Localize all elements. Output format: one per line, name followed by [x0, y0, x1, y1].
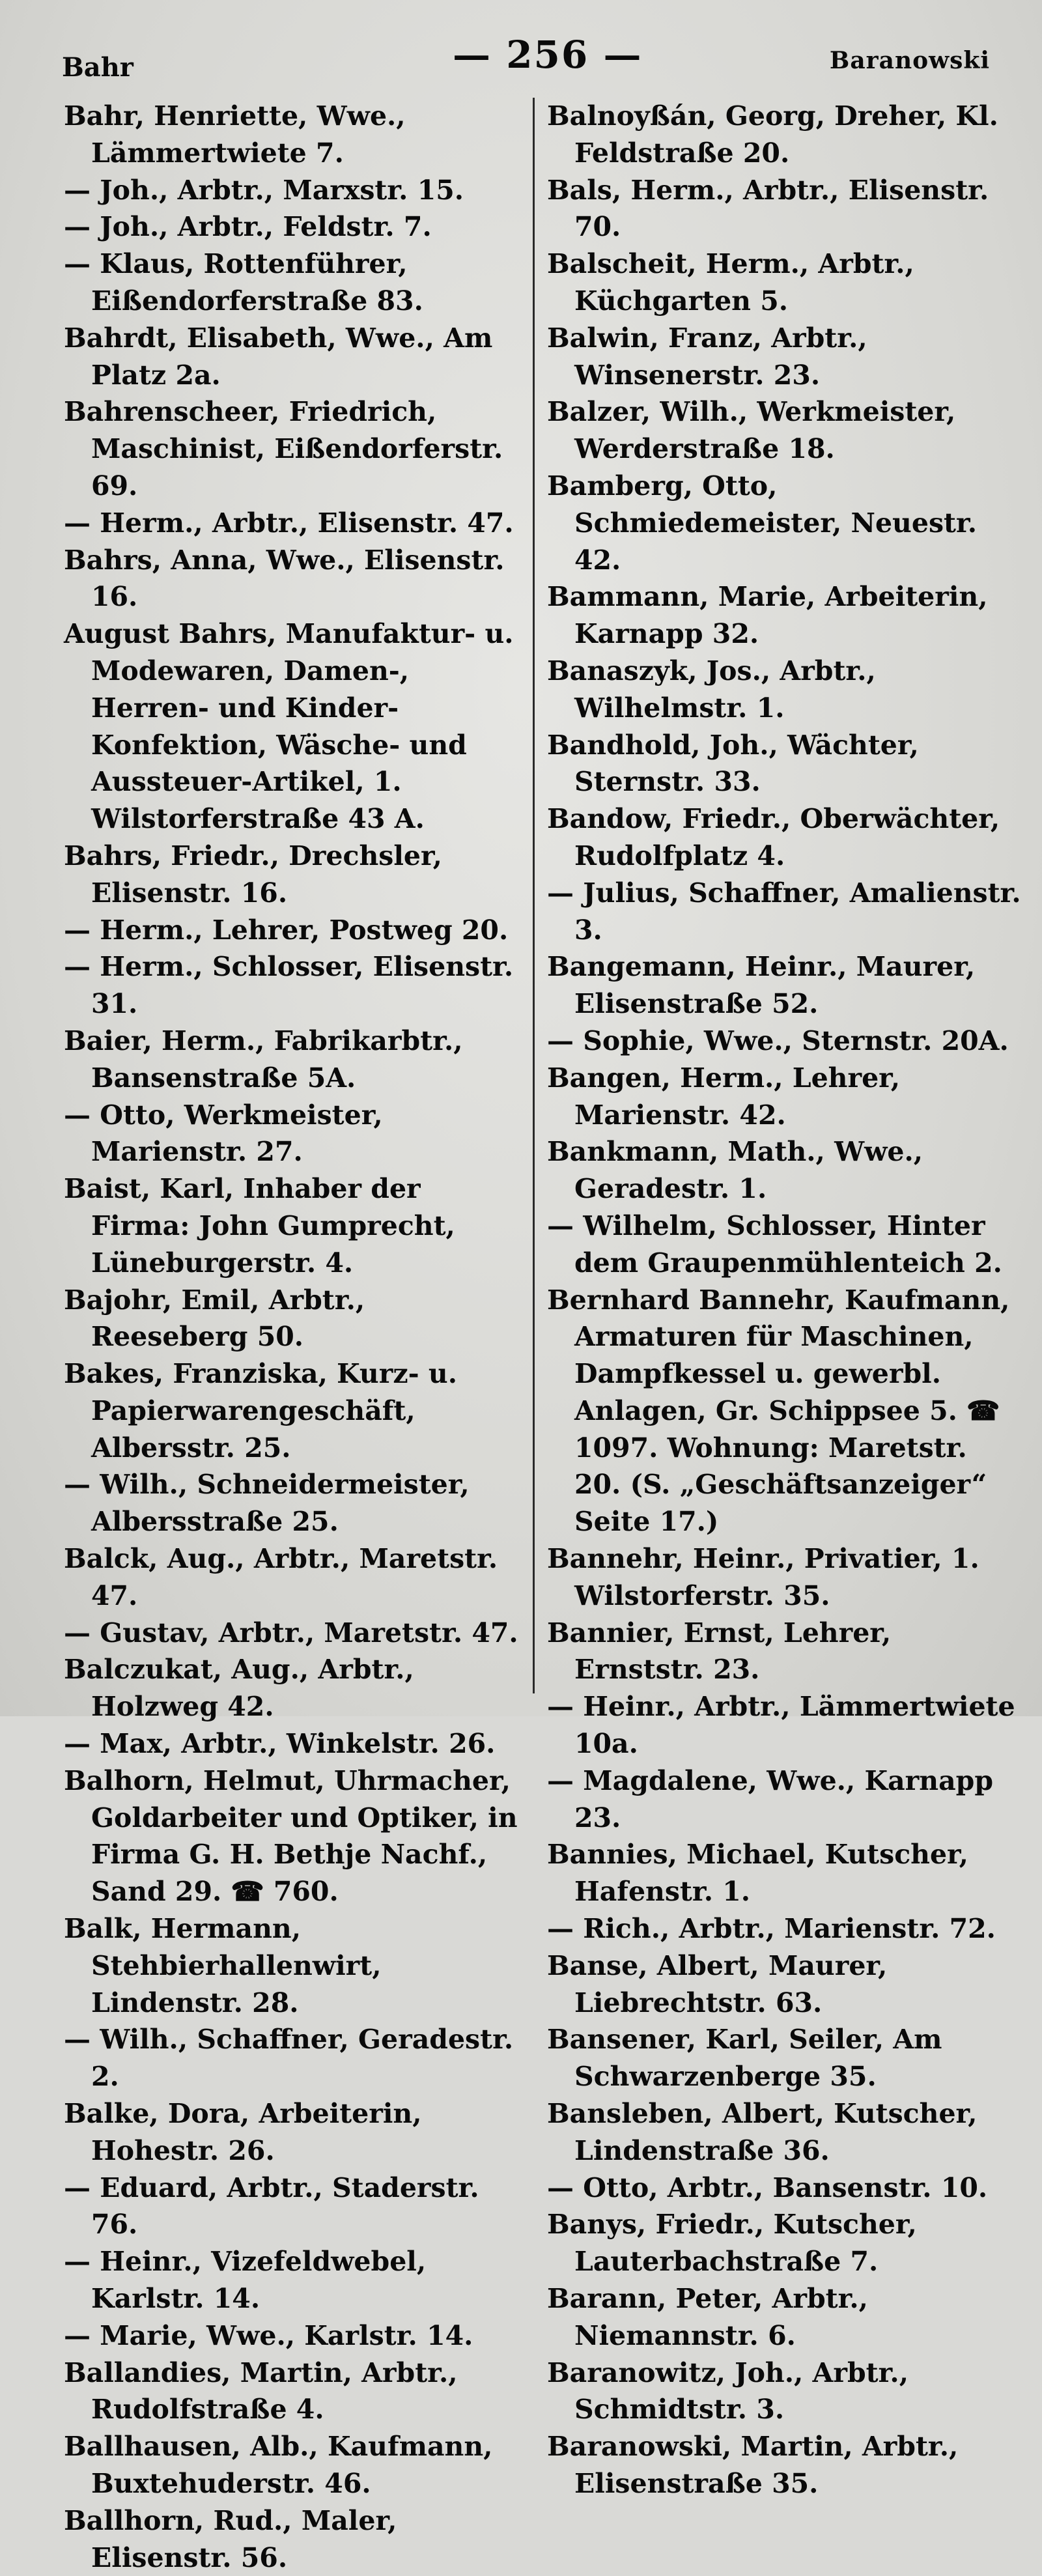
directory-entry: Ballhausen, Alb., Kaufmann, Buxtehuderstr. 46. — [64, 2431, 493, 2499]
directory-entry: Bangemann, Heinr., Maurer, Elisenstraße 52. — [547, 951, 976, 1020]
directory-entry: — Magdalene, Wwe., Karnapp 23. — [547, 1764, 993, 1833]
directory-entry: — Otto, Arbtr., Bansenstr. 10. — [547, 2172, 988, 2203]
directory-entry: Bangen, Herm., Lehrer, Marienstr. 42. — [547, 1062, 901, 1131]
header-first-name: Bahr — [62, 52, 134, 83]
directory-entry: Bansener, Karl, Seiler, Am Schwarzenberge 35. — [547, 2024, 942, 2093]
directory-entry: Ballhorn, Rud., Maler, Elisenstr. 56. — [64, 2504, 397, 2573]
directory-entry: Barann, Peter, Arbtr., Niemannstr. 6. — [547, 2283, 868, 2351]
left-column — [64, 98, 523, 2576]
directory-entry: Balhorn, Helmut, Uhrmacher, Goldarbeiter und Optiker, in Firma G. H. Bethje Nachf., Sand 29. ☎ 760. — [64, 1764, 518, 1908]
directory-entry: — Sophie, Wwe., Sternstr. 20A. — [547, 1025, 1009, 1056]
directory-entry: — Eduard, Arbtr., Staderstr. 76. — [64, 2172, 479, 2241]
directory-entry: — Herm., Arbtr., Elisenstr. 47. — [64, 507, 514, 539]
directory-entry: Bammann, Marie, Arbeiterin, Karnapp 32. — [547, 581, 988, 650]
directory-entry: Bahrs, Friedr., Drechsler, Elisenstr. 16. — [64, 840, 442, 909]
directory-entry: Baist, Karl, Inhaber der Firma: John Gumprecht, Lüneburgerstr. 4. — [64, 1173, 455, 1279]
directory-entry: Bannier, Ernst, Lehrer, Ernststr. 23. — [547, 1617, 892, 1686]
directory-entry: Bandow, Friedr., Oberwächter, Rudolfplatz 4. — [547, 803, 1000, 871]
directory-entry: Bannehr, Heinr., Privatier, 1. Wilstorferstr. 35. — [547, 1543, 979, 1611]
directory-entry: — Herm., Schlosser, Elisenstr. 31. — [64, 951, 514, 1020]
directory-entry: — Joh., Arbtr., Feldstr. 7. — [64, 211, 432, 243]
directory-entry: — Wilh., Schneidermeister, Albersstraße 25. — [64, 1469, 470, 1538]
header-last-name: Baranowski — [829, 47, 990, 74]
directory-entry: Balck, Aug., Arbtr., Maretstr. 47. — [64, 1543, 498, 1611]
directory-entry: Bahrenscheer, Friedrich, Maschinist, Eißendorferstr. 69. — [64, 396, 503, 502]
directory-entry: — Klaus, Rottenführer, Eißendorferstraße 83. — [64, 248, 423, 317]
directory-entry: — Otto, Werkmeister, Marienstr. 27. — [64, 1099, 383, 1168]
directory-entry: — Herm., Lehrer, Postweg 20. — [64, 914, 509, 946]
directory-entry: Balzer, Wilh., Werkmeister, Werderstraße 18. — [547, 396, 956, 465]
directory-entry: — Heinr., Arbtr., Lämmertwiete 10a. — [547, 1691, 1015, 1760]
directory-entry: Bamberg, Otto, Schmiedemeister, Neuestr. 42. — [547, 470, 978, 576]
directory-entry: Balke, Dora, Arbeiterin, Hohestr. 26. — [64, 2098, 422, 2166]
right-column — [547, 98, 1022, 2502]
directory-entry: Banys, Friedr., Kutscher, Lauterbachstraße 7. — [547, 2209, 917, 2278]
directory-entry: Bals, Herm., Arbtr., Elisenstr. 70. — [547, 174, 989, 243]
directory-entry: Bandhold, Joh., Wächter, Sternstr. 33. — [547, 729, 919, 798]
directory-entry: Bahrs, Anna, Wwe., Elisenstr. 16. — [64, 544, 505, 613]
page-number: — 256 — — [453, 33, 643, 77]
column-divider — [533, 98, 535, 1693]
directory-entry: Baier, Herm., Fabrikarbtr., Bansenstraße 5A. — [64, 1025, 463, 1094]
directory-entry: — Joh., Arbtr., Marxstr. 15. — [64, 174, 464, 206]
directory-entry: — Marie, Wwe., Karlstr. 14. — [64, 2319, 473, 2351]
directory-entry: Banse, Albert, Maurer, Liebrechtstr. 63. — [547, 1949, 888, 2018]
directory-entry: — Gustav, Arbtr., Maretstr. 47. — [64, 1617, 518, 1649]
directory-entry: Balwin, Franz, Arbtr., Winsenerstr. 23. — [547, 322, 867, 391]
directory-entry: — Wilh., Schaffner, Geradestr. 2. — [64, 2024, 514, 2093]
directory-entry: Balczukat, Aug., Arbtr., Holzweg 42. — [64, 1654, 414, 1723]
directory-entry: Bahrdt, Elisabeth, Wwe., Am Platz 2a. — [64, 322, 493, 391]
directory-entry: Balscheit, Herm., Arbtr., Küchgarten 5. — [547, 248, 914, 317]
directory-entry: Bannies, Michael, Kutscher, Hafenstr. 1. — [547, 1839, 968, 1908]
directory-entry: Balnoyßán, Georg, Dreher, Kl. Feldstraße 20. — [547, 100, 998, 169]
directory-entry: — Julius, Schaffner, Amalienstr. 3. — [547, 877, 1021, 946]
directory-entry: Balk, Hermann, Stehbierhallenwirt, Lindenstr. 28. — [64, 1913, 382, 2018]
directory-entry: Bajohr, Emil, Arbtr., Reeseberg 50. — [64, 1284, 365, 1353]
directory-entry: — Rich., Arbtr., Marienstr. 72. — [547, 1913, 996, 1945]
directory-entry: — Heinr., Vizefeldwebel, Karlstr. 14. — [64, 2246, 427, 2315]
directory-entry: — Max, Arbtr., Winkelstr. 26. — [64, 1728, 496, 1760]
directory-entry: Baranowski, Martin, Arbtr., Elisenstraße 35. — [547, 2431, 959, 2499]
directory-entry: Bahr, Henriette, Wwe., Lämmertwiete 7. — [64, 100, 406, 169]
directory-entry: August Bahrs, Manufaktur- u. Modewaren, Damen-, Herren- und Kinder-Konfektion, Wäsche- und Aussteuer-Artikel, 1. Wilstorferstraße 43 A. — [64, 618, 514, 835]
directory-entry: — Wilhelm, Schlosser, Hinter dem Graupenmühlenteich 2. — [547, 1210, 1002, 1279]
directory-entry: Bernhard Bannehr, Kaufmann, Armaturen für Maschinen, Dampfkessel u. gewerbl. Anlagen, Gr. Schippsee 5. ☎ 1097. Wohnung: Maretstr. 20. (S. „Geschäftsanzeiger“ Seite 17.) — [547, 1284, 1010, 1538]
directory-entry: Banaszyk, Jos., Arbtr., Wilhelmstr. 1. — [547, 655, 876, 724]
directory-entry: Bakes, Franziska, Kurz- u. Papierwarengeschäft, Albersstr. 25. — [64, 1358, 457, 1464]
directory-entry: Bankmann, Math., Wwe., Geradestr. 1. — [547, 1136, 923, 1205]
directory-entry: Baranowitz, Joh., Arbtr., Schmidtstr. 3. — [547, 2357, 908, 2426]
directory-entry: Ballandies, Martin, Arbtr., Rudolfstraße 4. — [64, 2357, 458, 2426]
directory-entry: Bansleben, Albert, Kutscher, Lindenstraße 36. — [547, 2098, 978, 2166]
page-header — [62, 33, 990, 91]
